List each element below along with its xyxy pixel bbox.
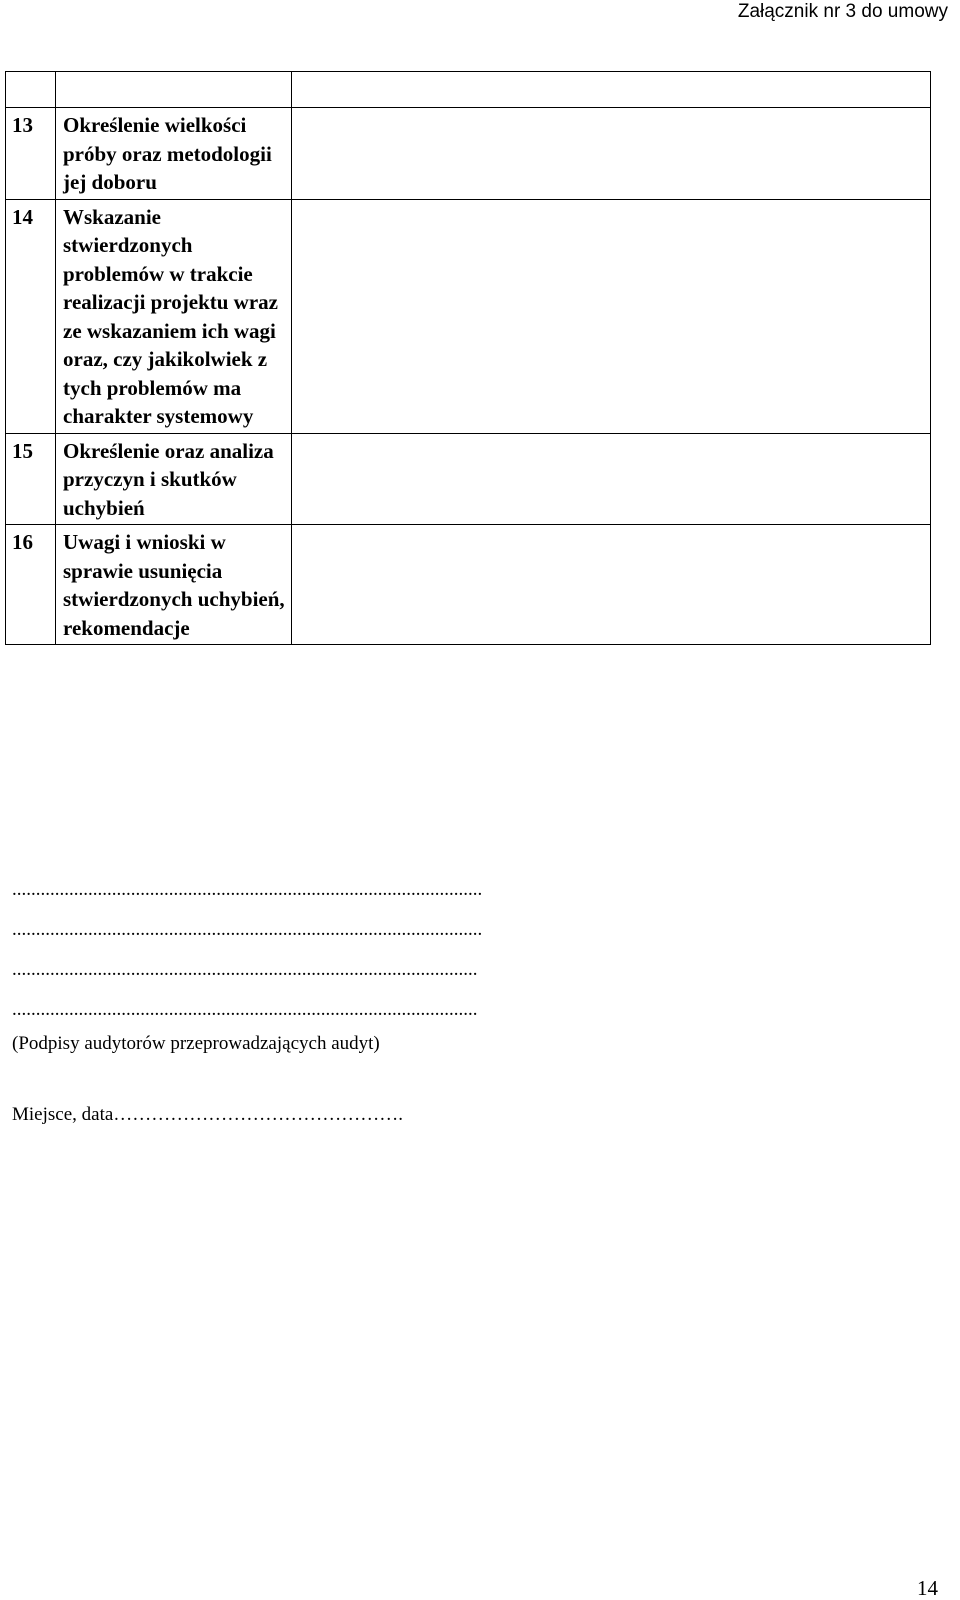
row-number: 15 [6, 433, 56, 525]
signature-line: .................................................................................................. [12, 959, 478, 980]
table-row [6, 108, 931, 200]
page-number: 14 [917, 1576, 938, 1600]
row-number: 13 [6, 108, 56, 200]
attachment-header-note: Załącznik nr 3 do umowy [737, 1, 948, 22]
row-label: Określenie wielkości próby oraz metodologii jej doboru [56, 108, 292, 200]
signature-caption: (Podpisy audytorów przeprowadzających audyt) [12, 1033, 380, 1054]
table-empty-header-row [6, 72, 931, 108]
row-value-cell[interactable] [292, 525, 931, 645]
empty-cell [56, 72, 292, 108]
place-date-line: Miejsce, data………………………………………. [12, 1104, 404, 1125]
table-row [6, 525, 931, 645]
signature-line: .................................................................................................. [12, 999, 478, 1020]
row-value-cell[interactable] [292, 108, 931, 200]
row-label: Określenie oraz analiza przyczyn i skutków uchybień [56, 433, 292, 525]
row-number: 14 [6, 199, 56, 433]
row-value-cell[interactable] [292, 199, 931, 433]
auditor-signature-block [12, 870, 612, 1056]
audit-report-table [5, 71, 931, 645]
row-label: Uwagi i wnioski w sprawie usunięcia stwierdzonych uchybień, rekomendacje [56, 525, 292, 645]
empty-cell [292, 72, 931, 108]
empty-cell [6, 72, 56, 108]
table-row [6, 433, 931, 525]
table-row [6, 199, 931, 433]
row-label: Wskazanie stwierdzonych problemów w trakcie realizacji projektu wraz ze wskazaniem ich wagi oraz, czy jakikolwiek z tych problemów ma charakter systemowy [56, 199, 292, 433]
row-number: 16 [6, 525, 56, 645]
signature-line: ................................................................................................... [12, 879, 483, 900]
row-value-cell[interactable] [292, 433, 931, 525]
signature-line: ................................................................................................... [12, 919, 483, 940]
